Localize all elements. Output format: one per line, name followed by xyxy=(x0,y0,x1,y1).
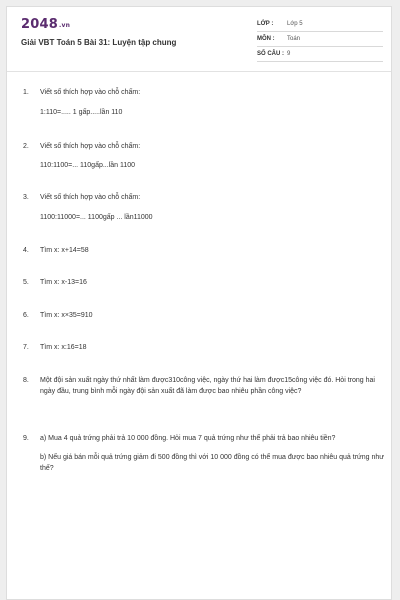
question-text: a) Mua 4 quả trứng phải trả 10 000 đồng. Hỏi mua 7 quả trứng như thế phải trả bao nhiêu tiền? xyxy=(40,435,336,442)
question-text: Tìm x: x:16=18 xyxy=(40,344,87,351)
question-text: Viết số thích hợp vào chỗ chấm: xyxy=(40,194,141,201)
meta-count-value: 9 xyxy=(287,51,291,57)
logo-suffix: .vn xyxy=(58,22,71,29)
meta-subject-value: Toán xyxy=(287,36,301,42)
question-3-expression: 1100:11000=... 1100gấp ... lần11000 xyxy=(40,214,153,221)
question-text: Một đội sản xuất ngày thứ nhất làm được310công việc, ngày thứ hai làm được15công việc đó. Hỏi trong hai ngày đầu, trung bình mỗi ngày đội sản xuất đã làm được bao nhiêu phần công việc? xyxy=(40,377,375,395)
question-number: 8. xyxy=(23,377,29,384)
question-1-expression: 1:110=..... 1 gấp.....lần 110 xyxy=(40,109,123,116)
question-number: 6. xyxy=(23,312,29,319)
question-text: Viết số thích hợp vào chỗ chấm: xyxy=(40,143,141,150)
question-text: Tìm x: x-13=16 xyxy=(40,279,87,286)
worksheet-page xyxy=(6,6,392,600)
question-2-expression: 110:1100=... 110gấp...lần 1100 xyxy=(40,162,136,169)
meta-count-label: SỐ CÂU : xyxy=(257,51,284,57)
meta-class-row xyxy=(257,19,383,32)
question-number: 2. xyxy=(23,143,29,150)
question-9-part-b: b) Nếu giá bán mỗi quả trứng giảm đi 500 đồng thì với 10 000 đồng có thể mua được bao nhiêu quả trứng như thế? xyxy=(40,454,384,472)
meta-count-row xyxy=(257,49,383,62)
question-text: Tìm x: x+14=58 xyxy=(40,247,89,254)
question-number: 4. xyxy=(23,247,29,254)
meta-class-label: LỚP : xyxy=(257,21,274,27)
question-number: 1. xyxy=(23,89,29,96)
question-text: Viết số thích hợp vào chỗ chấm: xyxy=(40,89,141,96)
question-number: 3. xyxy=(23,194,29,201)
meta-class-value: Lớp 5 xyxy=(287,21,303,27)
site-logo[interactable] xyxy=(21,17,70,32)
question-number: 7. xyxy=(23,344,29,351)
worksheet-header xyxy=(7,7,391,72)
question-number: 5. xyxy=(23,279,29,286)
question-number: 9. xyxy=(23,435,29,442)
question-text: Tìm x: x×35=910 xyxy=(40,312,93,319)
meta-subject-row xyxy=(257,34,383,47)
logo-main: 2048 xyxy=(21,17,58,32)
page-title: Giải VBT Toán 5 Bài 31: Luyện tập chung xyxy=(21,38,177,47)
meta-subject-label: MÔN : xyxy=(257,36,275,42)
